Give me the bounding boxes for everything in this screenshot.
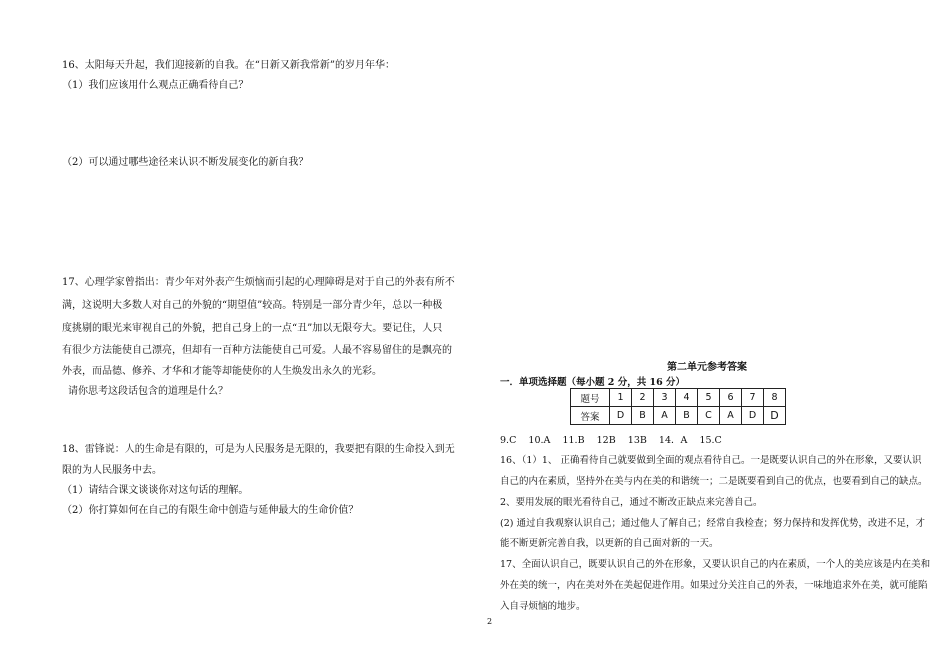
q17-line-5: 外表，而品德、修养、才华和才能等却能使你的人生焕发出永久的光彩。 [62, 366, 382, 377]
a16-line-3: 2、要用发展的眼光看待自己，通过不断改正缺点来完善自己。 [500, 497, 763, 508]
a17-line-3: 入自寻烦恼的地步。 [500, 601, 586, 612]
a16-line-4: (2) 通过自我观察认识自己；通过他人了解自己；经常自我检查；努力保持和发挥优势，改进不足，才 [500, 518, 925, 529]
a16-line-1: 16、（1）1、 正确看待自己就要做到全面的观点看待自己。一是既要认识自己的外在形象，又要认识 [500, 455, 922, 466]
table-head-number: 题号 [571, 389, 610, 407]
q18-line-2: 限的为人民服务中去。 [62, 465, 162, 476]
answer-table-number-row [571, 389, 786, 407]
table-answer-cell: D [742, 407, 764, 425]
q16-sub2: （2）可以通过哪些途径来认识不断发展变化的新自我？ [62, 157, 309, 168]
q17-line-2: 满，这说明大多数人对自己的外貌的“期望值”较高。特别是一部分青少年，总以一种极 [62, 300, 443, 311]
table-number-cell: 7 [742, 389, 764, 407]
answer-key-title: 第二单元参考答案 [667, 362, 747, 373]
table-number-cell: 6 [720, 389, 742, 407]
a16-line-5: 能不断更新完善自我，以更新的自己面对新的一天。 [500, 538, 719, 549]
page-number: 2 [487, 617, 493, 626]
q18-line-1: 18、雷锋说：人的生命是有限的，可是为人民服务是无限的，我要把有限的生命投入到无 [62, 444, 455, 455]
table-answer-cell: D [610, 407, 632, 425]
table-number-cell: 8 [764, 389, 786, 407]
table-number-cell: 1 [610, 389, 632, 407]
a17-line-1: 17、全面认识自己，既要认识自己的外在形象，又要认识自己的内在素质，一个人的美应该是内在美和 [500, 559, 931, 570]
q17-line-3: 度挑剔的眼光来审视自己的外貌，把自己身上的一点“丑”加以无限夸大。要记住，人只 [62, 323, 443, 334]
table-answer-cell: A [720, 407, 742, 425]
answer-table-answer-row [571, 407, 786, 425]
table-number-cell: 2 [632, 389, 654, 407]
table-number-cell: 3 [654, 389, 676, 407]
table-answer-cell: B [676, 407, 698, 425]
q16-sub1: （1）我们应该用什么观点正确看待自己？ [62, 80, 249, 91]
q17-question: 请你思考这段话包含的道理是什么？ [68, 386, 228, 397]
a17-line-2: 外在美的统一，内在美对外在美起促进作用。如果过分关注自己的外表，一味地追求外在美，就可能陷 [500, 580, 928, 591]
q16-stem: 16、太阳每天升起，我们迎接新的自我。在“日新又新我常新”的岁月年华： [62, 60, 395, 71]
answer-table [570, 388, 786, 425]
table-number-cell: 4 [676, 389, 698, 407]
q17-line-4: 有很少方法能使自己漂亮，但却有一百种方法能使自己可爱。人最不容易留住的是飘亮的 [62, 345, 452, 356]
q18-sub1: （1）请结合课文谈谈你对这句话的理解。 [62, 485, 249, 496]
table-number-cell: 5 [698, 389, 720, 407]
table-head-answer: 答案 [571, 407, 610, 425]
table-answer-cell: B [632, 407, 654, 425]
q18-sub2: （2）你打算如何在自己的有限生命中创造与延伸最大的生命价值？ [62, 505, 359, 516]
a16-line-2: 自己的内在素质，坚持外在美与内在美的和谐统一；二是既要看到自己的优点，也要看到自己的缺点。 [500, 476, 928, 487]
table-answer-cell: C [698, 407, 720, 425]
extra-answers: 9.C 10.A 11.B 12B 13B 14．A 15.C [500, 435, 722, 446]
table-answer-cell: A [654, 407, 676, 425]
section-1-heading: 一．单项选择题（每小题 2 分，共 16 分） [500, 377, 686, 388]
table-answer-cell: D [764, 407, 786, 425]
q17-line-1: 17、心理学家曾指出：青少年对外表产生烦恼而引起的心理障碍是对于自己的外表有所不 [62, 277, 455, 288]
